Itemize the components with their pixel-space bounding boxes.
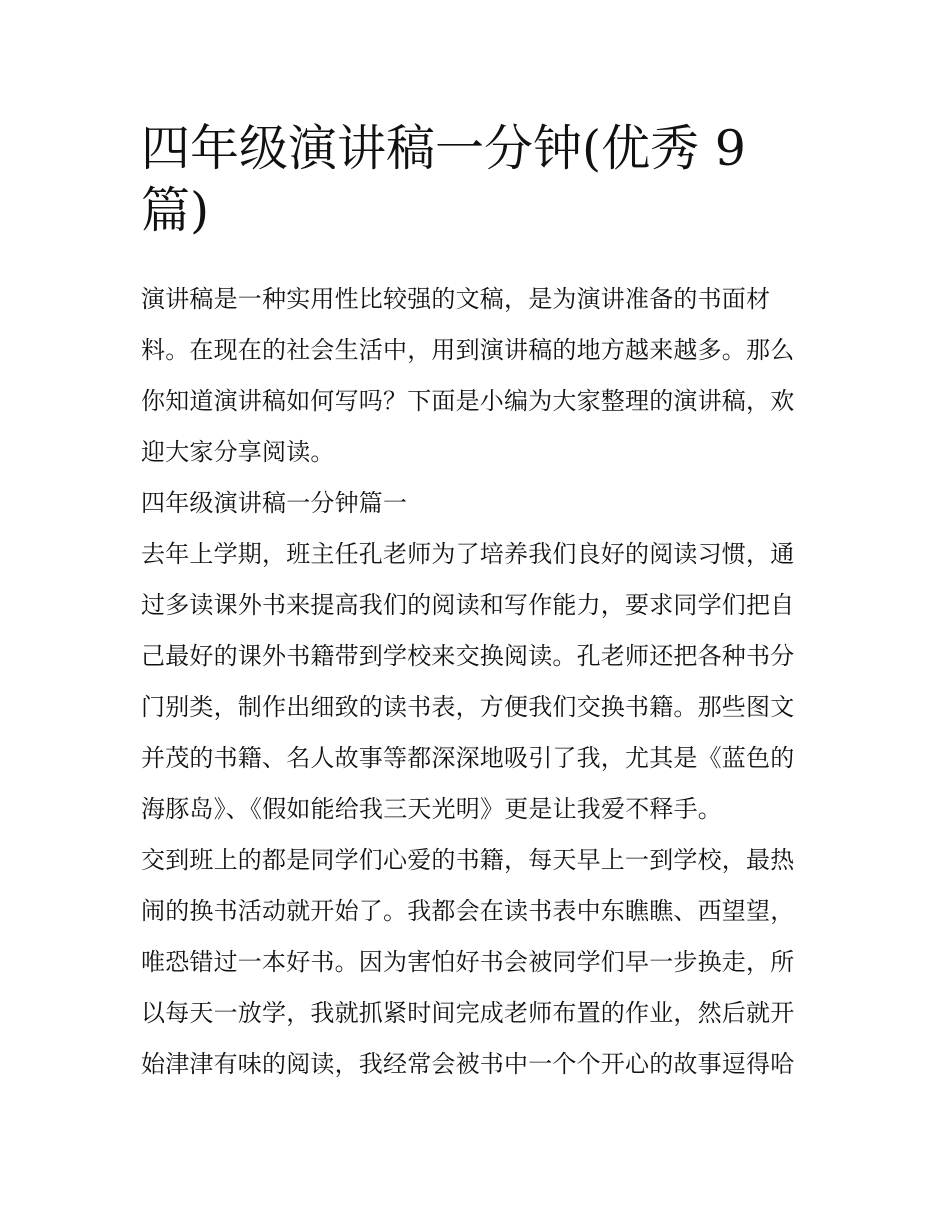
paragraph-line: 过多读课外书来提高我们的阅读和写作能力，要求同学们把自 [141,591,795,619]
paragraph-line: 始津津有味的阅读，我经常会被书中一个个开心的故事逗得哈 [141,1050,795,1078]
paragraph-line: 海豚岛》、《假如能给我三天光明》更是让我爱不释手。 [141,795,722,823]
intro-line: 料。在现在的社会生活中，用到演讲稿的地方越来越多。那么 [141,336,795,364]
paragraph-line: 唯恐错过一本好书。因为害怕好书会被同学们早一步换走，所 [141,948,795,976]
paragraph-line: 门别类，制作出细致的读书表，方便我们交换书籍。那些图文 [141,693,795,721]
title-line: 四年级演讲稿一分钟(优秀 9 [141,120,746,177]
document-content [141,118,811,1090]
document-body [141,274,811,1090]
document-title [141,118,761,242]
paragraph-line: 并茂的书籍、名人故事等都深深地吸引了我，尤其是《蓝色的 [141,744,795,772]
paragraph-line: 交到班上的都是同学们心爱的书籍，每天早上一到学校，最热 [141,846,795,874]
paragraph-line: 己最好的课外书籍带到学校来交换阅读。孔老师还把各种书分 [141,642,795,670]
paragraph-line: 以每天一放学，我就抓紧时间完成老师布置的作业，然后就开 [141,999,795,1027]
intro-line: 你知道演讲稿如何写吗？下面是小编为大家整理的演讲稿，欢 [141,387,795,415]
paragraph-line: 去年上学期，班主任孔老师为了培养我们良好的阅读习惯，通 [141,540,795,568]
paragraph-line: 闹的换书活动就开始了。我都会在读书表中东瞧瞧、西望望， [141,897,795,925]
intro-line: 迎大家分享阅读。 [141,438,335,466]
section-heading: 四年级演讲稿一分钟篇一 [141,489,408,517]
intro-line: 演讲稿是一种实用性比较强的文稿，是为演讲准备的书面材 [141,285,771,313]
title-line: 篇) [141,182,210,239]
